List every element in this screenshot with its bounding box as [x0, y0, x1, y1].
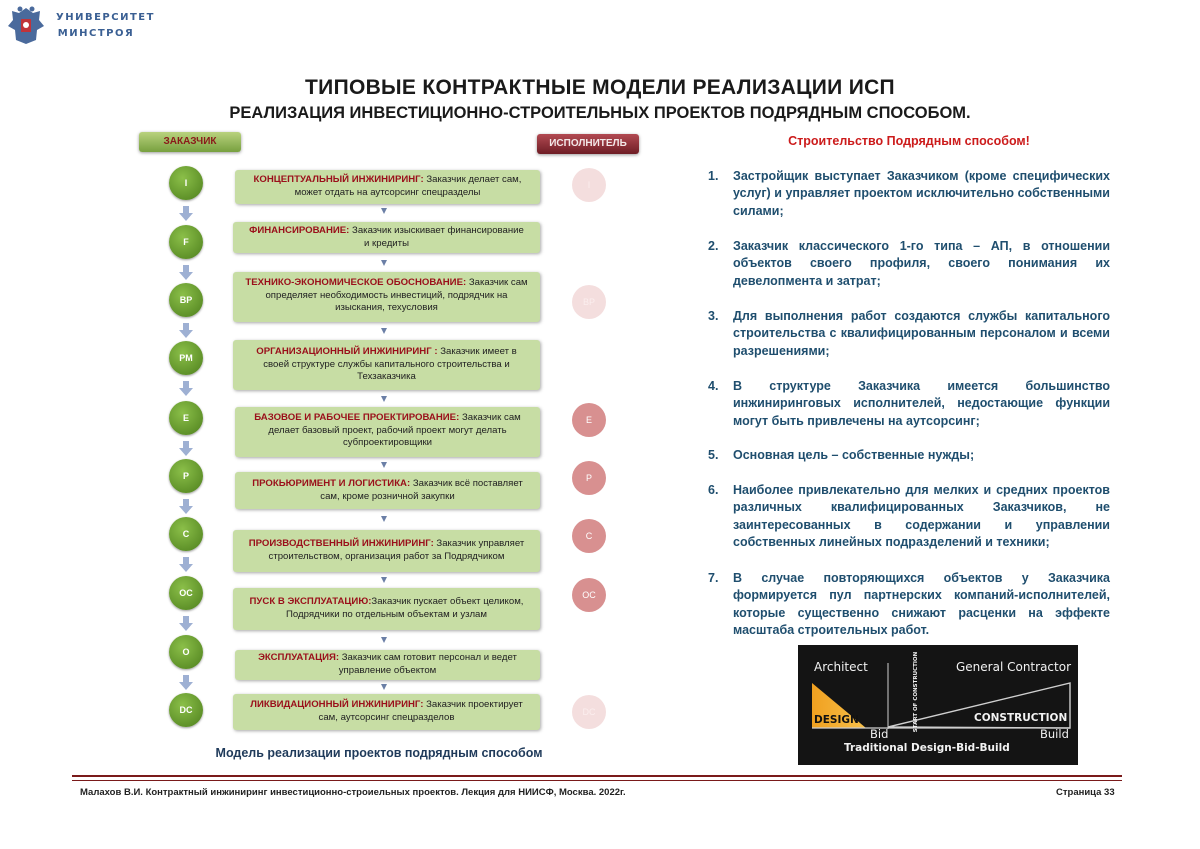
- stage-box-design: БАЗОВОЕ И РАБОЧЕЕ ПРОЕКТИРОВАНИЕ: Заказчик сам делает базовый проект, рабочий проект могут делать субпроектировщики: [235, 407, 540, 457]
- stage-circle-bp: BP: [169, 283, 203, 317]
- executor-circle-dc: DC: [572, 695, 606, 729]
- gc-label: General Contractor: [956, 660, 1072, 674]
- client-header: ЗАКАЗЧИК: [139, 132, 241, 152]
- stage-circle-o: O: [169, 635, 203, 669]
- box-arrow-icon: [381, 328, 387, 334]
- stage-circle-c: C: [169, 517, 203, 551]
- box-arrow-icon: [381, 516, 387, 522]
- down-arrow-icon: [179, 265, 193, 280]
- build-label: Build: [1040, 727, 1069, 741]
- architect-label: Architect: [814, 660, 868, 674]
- box-arrow-icon: [381, 637, 387, 643]
- dbb-caption: Traditional Design-Bid-Build: [844, 742, 1010, 754]
- emblem-logo: [6, 4, 46, 48]
- box-arrow-icon: [381, 577, 387, 583]
- executor-header: ИСПОЛНИТЕЛЬ: [537, 134, 639, 154]
- stage-circle-i: I: [169, 166, 203, 200]
- down-arrow-icon: [179, 381, 193, 396]
- down-arrow-icon: [179, 499, 193, 514]
- executor-circle-p: P: [572, 461, 606, 495]
- footer-divider: [72, 775, 1122, 777]
- page-subtitle: РЕАЛИЗАЦИЯ ИНВЕСТИЦИОННО-СТРОИТЕЛЬНЫХ ПРОЕКТОВ ПОДРЯДНЫМ СПОСОБОМ.: [229, 104, 971, 122]
- stage-box-decommissioning: ЛИКВИДАЦИОННЫЙ ИНЖИНИРИНГ: Заказчик проектирует сам, аутсорсинг спецразделов: [233, 694, 540, 730]
- design-label: DESIGN: [814, 714, 859, 726]
- stage-circle-p: P: [169, 459, 203, 493]
- down-arrow-icon: [179, 441, 193, 456]
- box-arrow-icon: [381, 462, 387, 468]
- box-arrow-icon: [381, 260, 387, 266]
- box-arrow-icon: [381, 396, 387, 402]
- stage-box-finance: ФИНАНСИРОВАНИЕ: Заказчик изыскивает финансирование и кредиты: [233, 222, 540, 253]
- stage-box-concept: КОНЦЕПТУАЛЬНЫЙ ИНЖИНИРИНГ: Заказчик делает сам, может отдать на аутсорсинг спецразделы: [235, 170, 540, 204]
- page-number: Страница 33: [1056, 787, 1115, 798]
- diagram-caption: Модель реализации проектов подрядным способом: [215, 746, 543, 760]
- stage-circle-dc: DC: [169, 693, 203, 727]
- box-arrow-icon: [381, 208, 387, 214]
- stage-box-commissioning: ПУСК В ЭКСПЛУАТАЦИЮ:Заказчик пускает объект целиком, Подрядчики по отдельным объектам и узлам: [233, 588, 540, 630]
- bid-label: Bid: [870, 727, 889, 741]
- right-title: Строительство Подрядным способом!: [788, 134, 1030, 148]
- stage-box-organization: ОРГАНИЗАЦИОННЫЙ ИНЖИНИРИНГ : Заказчик имеет в своей структуре службы капитального строительства и Техзаказчика: [233, 340, 540, 390]
- stage-circle-f: F: [169, 225, 203, 259]
- down-arrow-icon: [179, 557, 193, 572]
- page-title: ТИПОВЫЕ КОНТРАКТНЫЕ МОДЕЛИ РЕАЛИЗАЦИИ ИСП: [305, 76, 895, 99]
- executor-circle-bp: BP: [572, 285, 606, 319]
- logo-text: УНИВЕРСИТЕТ МИНСТРОЯ: [56, 12, 155, 39]
- box-arrow-icon: [381, 684, 387, 690]
- executor-circle-oc: OC: [572, 578, 606, 612]
- design-bid-build-diagram: [798, 645, 1078, 765]
- down-arrow-icon: [179, 616, 193, 631]
- stage-circle-oc: OC: [169, 576, 203, 610]
- start-of-construction-label: START OF CONSTRUCTION: [913, 651, 920, 733]
- executor-circle-e: E: [572, 403, 606, 437]
- executor-circle-i: I: [572, 168, 606, 202]
- down-arrow-icon: [179, 675, 193, 690]
- stage-circle-e: E: [169, 401, 203, 435]
- executor-circle-c: C: [572, 519, 606, 553]
- construction-label: CONSTRUCTION: [974, 712, 1068, 724]
- stage-box-feasibility: ТЕХНИКО-ЭКОНОМИЧЕСКОЕ ОБОСНОВАНИЕ: Заказчик сам определяет необходимость инвестиций, подрядчик на изыскания, техусловия: [233, 272, 540, 322]
- footer-divider-thin: [72, 780, 1122, 781]
- down-arrow-icon: [179, 323, 193, 338]
- stage-box-procurement: ПРОКЬЮРИМЕНТ И ЛОГИСТИКА: Заказчик всё поставляет сам, кроме розничной закупки: [235, 472, 540, 509]
- stage-box-production: ПРОИЗВОДСТВЕННЫЙ ИНЖИНИРИНГ: Заказчик управляет строительством, организация работ за Подрядчиком: [233, 530, 540, 572]
- stage-box-operation: ЭКСПЛУАТАЦИЯ: Заказчик сам готовит персонал и ведет управление объектом: [235, 650, 540, 680]
- down-arrow-icon: [179, 206, 193, 221]
- footer-citation: Малахов В.И. Контрактный инжиниринг инвестиционно-строиельных проектов. Лекция для НИИСФ, Москва. 2022г.: [80, 787, 626, 798]
- stage-circle-pm: PM: [169, 341, 203, 375]
